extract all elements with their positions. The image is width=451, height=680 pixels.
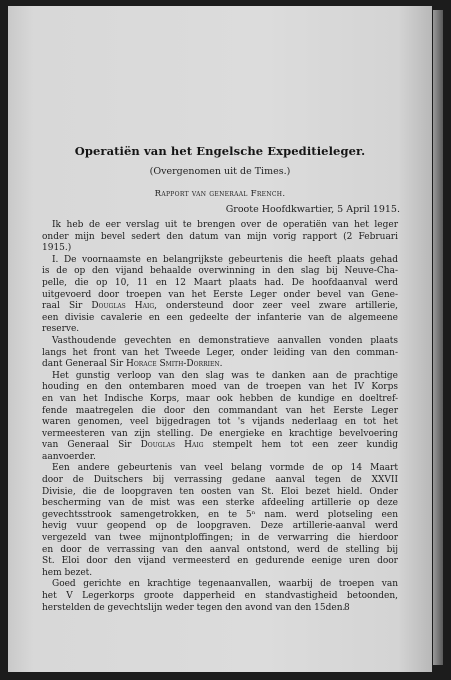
- body-line: herstelden de gevechtslijn weder tegen den avond van den 15den.: [42, 602, 346, 613]
- body-line: pelle, die op 10, 11 en 12 Maart plaats had. De hoofdaanval werd: [42, 277, 398, 288]
- body-line: gevechtsstrook samengetrokken, en te 5ⁿ nam. werd plotseling een: [42, 509, 398, 520]
- body-line: Divisie, die de loopgraven ten oosten van St. Eloi bezet hield. Onder: [42, 486, 398, 497]
- body-line: bescherming van de mist was een sterke afdeeling artillerie op deze: [42, 498, 398, 509]
- body-line: dant Generaal Sir Horace Smith-Dorrien.: [42, 359, 223, 370]
- body-line: fende maatregelen die door den commandant van het Eerste Leger: [42, 405, 398, 416]
- body-line: Het gunstig verloop van den slag was te danken aan de prachtige: [52, 370, 398, 381]
- body-line: Vasthoudende gevechten en demonstratieve aanvallen vonden plaats: [52, 335, 398, 346]
- body-line: langs het front van het Tweede Leger, onder leiding van den comman-: [42, 347, 398, 358]
- body-line: waren genomen, veel bijgedragen tot 's vijands nederlaag en tot het: [42, 417, 398, 428]
- body-line: St. Eloi door den vijand vermeesterd en gedurende eenige uren door: [42, 556, 398, 567]
- body-line: en van het Indische Korps, maar ook hebben de kundige en doeltref-: [42, 393, 398, 404]
- body-line: onder mijn bevel sedert den datum van mijn vorig rapport (2 Februari: [42, 231, 398, 242]
- body-line: Ik heb de eer verslag uit te brengen over de operatiën van het leger: [52, 220, 398, 230]
- body-line: vergezeld van twee mijnontploffingen; in de verwarring die hierdoor: [42, 533, 398, 544]
- body-line: houding en den ontembaren moed van de troepen van het IV Korps: [42, 382, 398, 393]
- body-line: van Generaal Sir Douglas Haig stempelt hem tot een zeer kundig: [42, 440, 398, 451]
- body-line: is de op den vijand behaalde overwinning in den slag bij Neuve-Cha-: [42, 266, 398, 277]
- body-line: 1915.): [42, 243, 72, 254]
- article-body: [42, 220, 398, 614]
- body-line: door de Duitschers bij verrassing gedane aanval tegen de XXVII: [42, 475, 398, 486]
- scanned-page: [8, 6, 432, 672]
- body-line: vermeesteren van zijn stelling. De energieke en krachtige bevelvoering: [42, 428, 398, 439]
- body-line: Een andere gebeurtenis van veel belang vormde de op 14 Maart: [52, 463, 398, 474]
- article-subtitle: (Overgenomen uit de Times.): [149, 166, 291, 177]
- body-line: en door de verrassing van den aanval ontstond, werd de stelling bij: [42, 544, 398, 555]
- body-line: reserve.: [42, 324, 80, 335]
- body-line: Goed gerichte en krachtige tegenaanvallen, waarbij de troepen van: [52, 579, 398, 590]
- body-line: raal Sir Douglas Haig, ondersteund door zeer veel zware artillerie,: [42, 301, 399, 312]
- page-number: 8: [344, 603, 350, 613]
- report-date-line: Groote Hoofdkwartier, 5 April 1915.: [225, 204, 400, 215]
- report-heading: Rapport van generaal French.: [154, 189, 286, 199]
- body-line: het V Legerkorps groote dapperheid en standvastigheid betoonden,: [42, 591, 398, 601]
- body-line: een divisie cavalerie en een gedeelte der infanterie van de algemeene: [42, 312, 398, 323]
- page-edge-shadow: [433, 10, 443, 665]
- body-line: aanvoerder.: [42, 451, 96, 462]
- body-line: hem bezet.: [42, 567, 93, 578]
- body-line: I. De voornaamste en belangrijkste gebeurtenis die heeft plaats gehad: [52, 254, 398, 265]
- body-line: hevig vuur geopend op de loopgraven. Deze artillerie-aanval werd: [42, 521, 398, 532]
- body-line: uitgevoerd door troepen van het Eerste Leger onder bevel van Gene-: [42, 289, 398, 300]
- article-title: Operatiën van het Engelsche Expeditieleger.: [74, 144, 366, 158]
